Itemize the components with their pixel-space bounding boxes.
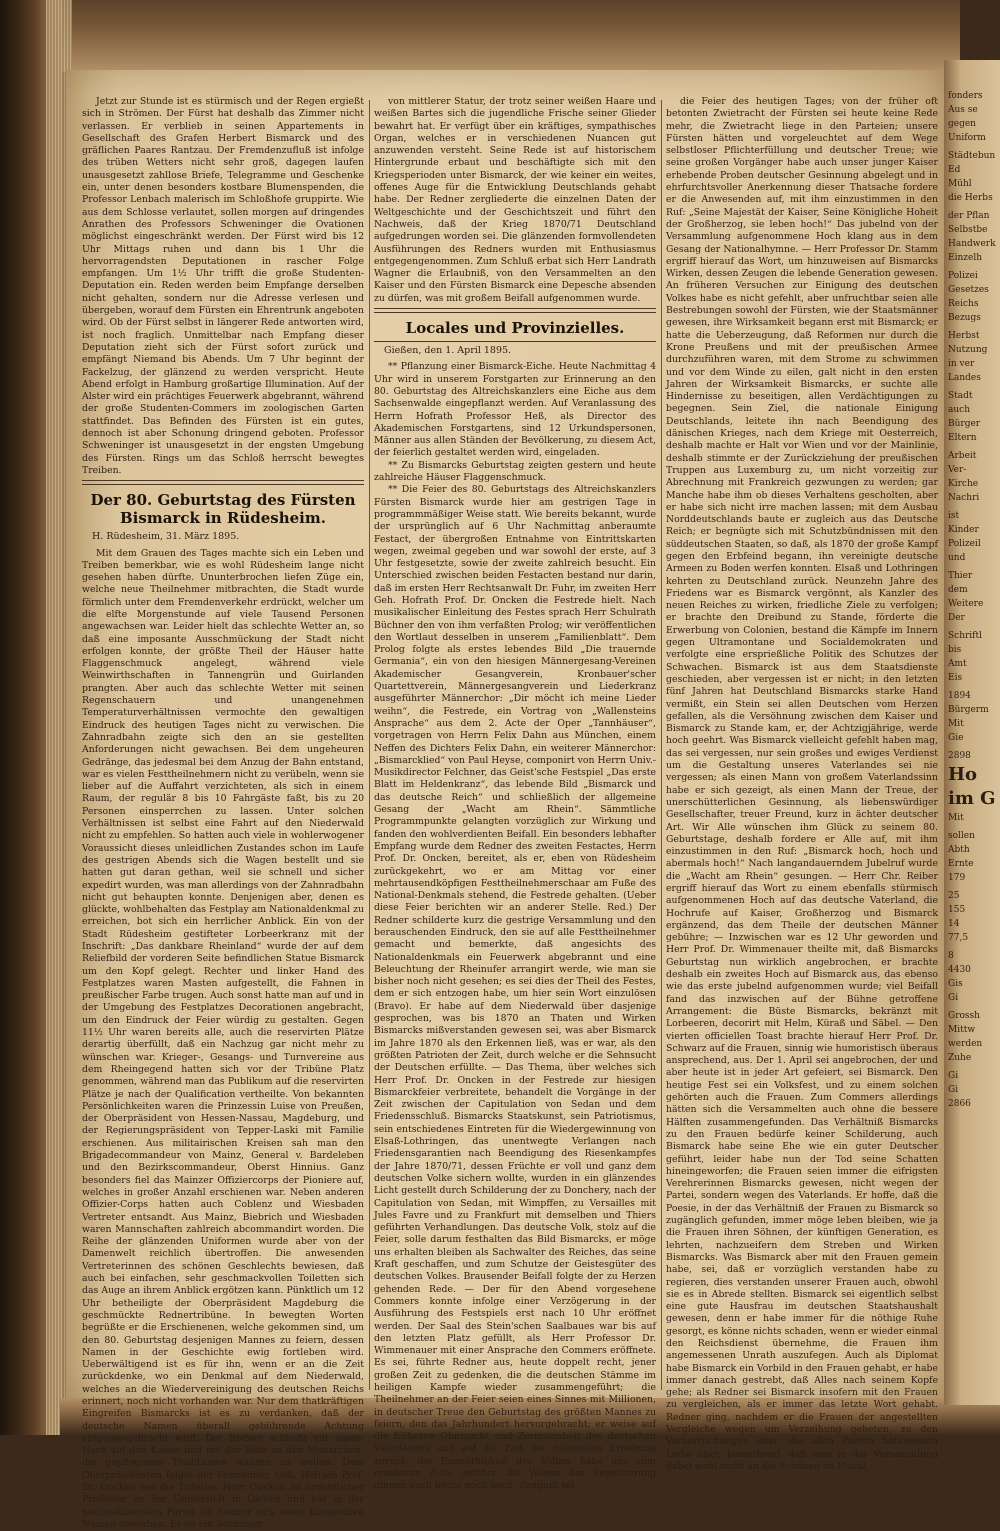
right-page-fragment: 179 (944, 872, 1000, 884)
news-item-flaggen: ** Zu Bismarcks Geburtstag zeigten gestern und heute zahlreiche Häuser Flaggenschmuck. (374, 460, 656, 485)
col1-intro-text: Jetzt zur Stunde ist es stürmisch und der Regen ergießt sich in Strömen. Der Fürst hat deshalb das Zimmer nicht verlassen. Er verblieb in seinen Appartements in Gesellschaft des Grafen Herbert Bismarck und des gräflichen Paares Rantzau. Der Fremdenzufluß ist infolge des trüben Wetters nicht sehr groß, dagegen laufen unausgesetzt zahllose Briefe, Telegramme und Geschenke ein, unter denen besonders kostbare Blumenspenden, die Professor Lenbach malerisch im Schloßhofe gruppirte. Wie aus dem Schlosse verlautet, sollen morgen auf dringendes Anrathen des Professors Schweninger die Ovationen möglichst eingeschränkt werden. Der Fürst wird bis 12 Uhr Mittags ruhen und dann bis 1 Uhr die hervorragendsten Deputationen in rascher Folge empfangen. Um 1½ Uhr trifft die große Studenten-Deputation ein. Reden werden beim Empfange derselben nicht gehalten, sondern nur die Adresse verlesen und übergeben, worauf dem Fürsten ein Ehrentrunk angeboten wird. Ob der Fürst selbst in längerer Rede antworten wird, ist noch fraglich. Unmittelbar nach Empfang dieser Deputation zieht sich der Fürst sofort zurück und empfängt Niemand bis Abends. Um 7 Uhr beginnt der Fackelzug, der glänzend zu werden verspricht. Heute Abend erfolgt in Hamburg großartige Illumination. Auf der Alster wird ein prächtiges Feuerwerk abgebrannt, während der große Studenten-Commers im zoologischen Garten stattfindet. Das Befinden des Fürsten ist ein gutes, dennoch ist aber Schonung dringend geboten. Professor Schweninger ist unausgesetzt in der engsten Umgebung des Fürsten. Rings um das Schloß herrscht bewegtes Treiben. (82, 96, 364, 477)
right-page-fragment: Gis (944, 978, 1000, 990)
right-page-fragment: ist (944, 510, 1000, 522)
right-page-fragment: Ver- (944, 464, 1000, 476)
right-page-fragment: 77,5 (944, 932, 1000, 944)
right-page-fragment: 14 (944, 918, 1000, 930)
column-1 (82, 96, 364, 1396)
right-page-fragment: 2866 (944, 1098, 1000, 1110)
right-page-fragment: Gie (944, 732, 1000, 744)
right-page-fragment: Gesetzes (944, 284, 1000, 296)
right-page-fragment: werden (944, 1038, 1000, 1050)
right-page-fragment: bis (944, 644, 1000, 656)
right-page-fragment: und (944, 552, 1000, 564)
right-page-fragment: in ver (944, 358, 1000, 370)
right-page-fragment: Ernte (944, 858, 1000, 870)
right-page-fragment: Gi (944, 1084, 1000, 1096)
right-page-fragment: Weitere (944, 598, 1000, 610)
news-item-eiche: ** Pflanzung einer Bismarck-Eiche. Heute Nachmittag 4 Uhr wird in unserem Forstgarten zur Erinnerung an den 80. Geburtstag des Altreichskanzlers eine Eiche aus dem Sachsenwalde eingepflanzt werden. Auf Veranlassung des Herrn Hofrath Professor Heß, als Director des Akademischen Forstgartens, sind 12 Urkundspersonen, Männer aus allen Ständen der Bevölkerung, zu diesem Act, der feierlich gestaltet werden wird, eingeladen. (374, 361, 656, 459)
column-rule-1 (369, 100, 370, 1390)
right-page-fragment: Handwerk (944, 238, 1000, 250)
right-page-fragment: im G (944, 788, 1000, 810)
right-page-fragment: Der (944, 612, 1000, 624)
right-page-fragment: sollen (944, 830, 1000, 842)
right-page-fragment: 2898 (944, 750, 1000, 762)
right-page-fragment: die Herbs (944, 192, 1000, 204)
section-divider (374, 308, 656, 313)
article-heading-bismarck: Der 80. Geburtstag des Fürsten Bismarck in Rüdesheim. (82, 491, 364, 527)
right-page-fragment: Mühl (944, 178, 1000, 190)
right-page-fragment: Zuhe (944, 1052, 1000, 1064)
adjacent-page-edge (944, 60, 1000, 1405)
right-page-fragment: Ed (944, 164, 1000, 176)
right-page-fragment: auch (944, 404, 1000, 416)
right-page-fragment: Abth (944, 844, 1000, 856)
right-page-fragment: Bürgerm (944, 704, 1000, 716)
right-page-fragment: Arbeit (944, 450, 1000, 462)
right-page-fragment: Mit (944, 718, 1000, 730)
right-page-fragment: Amt (944, 658, 1000, 670)
section-heading-locales: Locales und Provinzielles. (374, 319, 656, 337)
right-page-fragment: Kirche (944, 478, 1000, 490)
section-divider (82, 480, 364, 485)
book-top-edge (60, 0, 960, 72)
right-page-fragment: Schriftl (944, 630, 1000, 642)
right-page-fragment: Thier (944, 570, 1000, 582)
right-page-fragment: Aus se (944, 104, 1000, 116)
right-page-fragment: Ho (944, 764, 1000, 786)
right-page-fragment: Grossh (944, 1010, 1000, 1022)
right-page-fragment: Nachri (944, 492, 1000, 504)
section-dateline: Gießen, den 1. April 1895. (384, 345, 656, 357)
right-page-fragment: 4430 (944, 964, 1000, 976)
right-page-fragment: Landes (944, 372, 1000, 384)
right-page-fragment: Nutzung (944, 344, 1000, 356)
right-page-fragment: Reichs (944, 298, 1000, 310)
right-page-fragment: Kinder (944, 524, 1000, 536)
right-page-fragment: Bezugs (944, 312, 1000, 324)
article-dateline: H. Rüdesheim, 31. März 1895. (92, 531, 364, 543)
right-page-fragment: Herbst (944, 330, 1000, 342)
right-page-fragment: Eis (944, 672, 1000, 684)
right-page-fragment: der Pflan (944, 210, 1000, 222)
right-page-fragment: Gi (944, 1070, 1000, 1082)
column-rule-2 (661, 100, 662, 1390)
right-page-fragment: dem (944, 584, 1000, 596)
right-page-fragment: Uniform (944, 132, 1000, 144)
right-page-fragment: Selbstbe (944, 224, 1000, 236)
right-page-fragment: Stadt (944, 390, 1000, 402)
col1-body-text: Mit dem Grauen des Tages machte sich ein Leben und Treiben bemerkbar, wie es wohl Rüdesheim lange nicht gesehen haben dürfte. Ununterbrochen liefen Züge ein, welche neue Theilnehmer mitbrachten, die Stadt wurde förmlich unter dem Fremdenverkehr erdrückt, welcher um die elfte Morgenstunde auf viele Tausend Personen angewachsen war. Leider hielt das schlechte Wetter an, so daß eine imposante Ausschmückung der Stadt nicht erfolgen konnte, der größte Theil der Häuser hatte Flaggenschmuck angelegt, während viele Weinwirthschaften in Tannengrün und Guirlanden prangten. Aber auch das schlechte Wetter mit seinen Regenschauern und unangenehmen Temperaturverhältnissen vermochte den gewaltigen Eindruck des heutigen Tages nicht zu verwischen. Die Zahnradbahn zeigte sich den an sie gestellten Anforderungen nicht gewachsen. Bei dem ungeheuren Gedränge, das jedesmal bei dem Anzug der Bahn entstand, war es vielen Festtheilnehmern nicht zu verübeln, wenn sie lieber auf die Auffahrt verzichteten, als sich in einem Raum, der regulär 8 bis 10 Fahrgäste faßt, bis zu 20 Personen einsperrchen zu lassen. Unter solchen Verhältnissen ist selbst eine Fahrt auf den Niederwald nicht zu empfehlen. So hatten auch viele in wohlerwogener Voraussicht dieses unleidlichen Zustandes schon im Laufe des gestrigen Abends sich die Wagen bestellt und sie hatten gut daran gethan, weil sie schnell und sicher expedirt wurden, was man allerdings von der Zahnradbahn nicht gut behaupten konnte. Denjenigen aber, denen es glückte, wohlbehalten das Festplay am Nationaldenkmal zu erreichen, bot sich ein herrlicher Anblick. Ein von der Stadt Rüdesheim gestifteter Lorbeerkranz mit der Inschrift: „Das dankbare Rheinland“ wurde der auf dem Reliefbild der vorderen Seite befindlichen Statue Bismarck um den Kopf gelegt. Rechter und linker Hand des Festplatzes waren Masten aufgestellt, die Fahnen in preußischer Farbe trugen. Auch sonst hatte man auf und in der Umgebung des Festplatzes Decorationen angebracht, um den Eindruck der Feier würdig zu gestalten. Gegen 11½ Uhr waren bereits alle, auch die reservirten Plätze derartig überfüllt, daß ein Nachzug gar nicht mehr zu wünschen war. Krieger-, Gesangs- und Turnvereine aus dem Rheingegend hatten sich vor der Tribüne Platz genommen, während man das Publikum auf die reservirten Plätze je nach der Qualification vertheilte. Von bekannten Persönlichkeiten waren die Prinzessin Luise von Preußen, der Oberpräsident von Hessen-Nassau, Magdeburg, und der Regierungspräsident von Tepper-Laski mit Familie erschienen. Aus militairischen Kreisen sah man den Brigadecommandeur von Mainz, General v. Bardeleben und den Bezirkscommandeur, Oberst Hinnius. Ganz besonders fiel das Mainzer Offiziercorps der Pioniere auf, welches in großer Anzahl erschienen war. Neben anderen Offizier-Corps hatten auch Coblenz und Wiesbaden Vertreter entsandt. Aus Mainz, Biebrich und Wiesbaden waren Mannschaften zahlreich abcommandirt worden. Die Reihe der glänzenden Uniformen wurde aber von der Damenwelt reichlich übertroffen. Die anwesenden Vertreterinnen des schönen Geschlechts bewiesen, daß auch bei einfachen, sehr geschmackvollen Toiletten sich das Auge an ihrem Anblick ergötzen kann. Pünktlich um 12 Uhr betheiligte der Oberpräsident Magdeburg die geschmückte Rednertribüne. In bewegten Worten begrüßte er die Erschienenen, welche gekommen sind, um den 80. Geburtstag desjenigen Mannes zu feiern, dessen Namen in der Geschichte ewig fortleben wird. Ueberwältigend ist es für ihn, wenn er an die Zeit zurückdenke, wo ein Denkmal auf dem Niederwald, welches an die Wiedervereinigung des deutschen Reichs erinnert, noch nicht vorhanden war. Nur dem thatkräftigen Eingreifen Bismarcks ist es zu verdanken, daß der deutsche Namen überall gebührende Achtung entgegengebracht wird. Der Redner schließt mit einem Hoch auf den Kaiser und mit der Bitte an den Monarchen, die gepflogenen Traditionen wahren zu wollen. Dem Oberpräsidenten folgte der Festredner, Geh. Hofrath Prof. Dr. Oncken auf die Tribüne. Herr Oncken ist ordentlicher Professor an der Universität in Gießen und hat in der nationalliberalen Partei als Redner sich einen klangvollen Namen erworben. Er ist ein Sechziger (82, 548, 364, 1531)
right-page-fragment: Mittw (944, 1024, 1000, 1036)
right-page-fragment: Polizeil (944, 538, 1000, 550)
news-item-feier: ** Die Feier des 80. Geburtstags des Altreichskanzlers Fürsten Bismarck wurde hier am gestrigen Tage in programmmäßiger Weise statt. Wie bereits bekannt, wurde der ursprünglich auf 6 Uhr Nachmittag anberaumte Festact, der übergroßen Entnahme von Eintrittskarten wegen, zweimal gegeben und war sowohl der erste, auf 3 Uhr festgesetzte, sowie der zweite zahlreich besucht. Ein Unterschied zwischen beiden Festacten bestand nur darin, daß im ersten Herr Rechtsanwalt Dr. Fuhr, im zweiten Herr Geh. Hofrath Prof. Dr. Oncken die Festrede hielt. Nach musikalischer Einleitung des Festes sprach Herr Schulrath Büchner den von ihm verfaßten Prolog; wir veröffentlichen den Wortlaut desselben in unserem „Familienblatt“. Dem Prolog folgte als erstes lebendes Bild „Die trauernde Germania“, ein von den hiesigen Männergesang-Vereinen Akademischer Gesangverein, Kronbauer'scher Quartettverein, Männergesangverein und Liederkranz ausgeführter Männerchor: „Dir möcht ich meine Lieder weihn“, die Festrede, ein Vortrag von „Wallensteins Ansprache“ aus dem 2. Acte der Oper „Tannhäuser“, vorgetragen von Herrn Felix Dahn aus München, einem Neffen des Dichters Felix Dahn, ein weiterer Männerchor: „Bismarcklied“ von Paul Heyse, componirt von Herrn Univ.-Musikdirector Felchner, das Geist'sche Festspiel „Das erste Blatt im Heldenkranz“, das lebende Bild „Bismarck und das deutsche Reich“ und schließlich der allgemeine Gesang der „Wacht am Rhein“. Sämmtliche Programmpunkte gelangten vorzüglich zur Wirkung und fanden den wohlverdienten Beifall. Ein besonders lebhafter Empfang wurde dem Redner des zweiten Festactes, Herrn Prof. Dr. Oncken, bereitet, als er, eben von Rüdesheim zurückgekehrt, wo er am Mittag vor einer mehrtausendköpfigen Festtheilnehmerschaar am Fuße des National-Denkmals stehend, die Festrede gehalten. (Ueber diese Feier berichten wir an anderer Stelle. Red.) Der Redner schilderte kurz die gestrige Versammlung und den berauschenden Eindruck, den sie auf alle Festtheilnehmer gemacht und bemerkte, daß angesichts des Nationaldenkmals ein Feuerwerk abgebrannt und eine Beleuchtung der Rheinufer arrangirt werde, wie man sie bisher noch nicht gesehen; es sei dies der Theil des Festes, dem er sich entzogen habe, um hier sein Wort einzulösen (Bravo). Er habe auf dem Niederwald über dasjenige gesprochen, was bis 1870 an Thaten und Wirken Bismarcks mißverstanden gewesen sei, was aber Bismarck im Jahre 1870 als den Erkennen ließ, was er war, als den größten Patrioten der Zeit, durch welche er die Sehnsucht der Deutschen erfüllte. — Das Thema, über welches sich Herr Prof. Dr. Oncken in der Festrede zur hiesigen Bismarckfeier verbreitete, behandelt die Vorgänge in der Zeit zwischen der Capitulation von Sedan und dem Friedensschluß. Bismarcks Staatskunst, sein Patriotismus, sein entschiedenes Eintreten für die Wiedergewinnung von Elsaß-Lothringen, das unentwegte Verlangen nach Friedensgarantien nach Beendigung des Riesenkampfes der Jahre 1870/71, dessen Früchte er voll und ganz dem deutschen Volke sichern wollte, wurden in ein glänzendes Licht gestellt durch Schilderung der zu Donchery, nach der Capitulation von Sedan, mit Wimpffen, zu Versailles mit Jules Favre und zu Frankfurt mit demselben und Thiers geführten Verhandlungen. Das deutsche Volk, stolz auf die Feier, solle darum festhalten das Bild Bismarcks, er möge uns erhalten bleiben als Sachwalter des Reiches, das seine Kraft geschaffen, und zum Schutze der Geistesgüter des deutschen Volkes. Brausender Beifall folgte der zu Herzen gehenden Rede. — Der für den Abend vorgesehene Commers konnte infolge einer Verzögerung in der Ausführung des Festspiels erst nach 10 Uhr eröffnet werden. Der Saal des Stein'schen Saalbaues war bis auf den letzten Platz gefüllt, als Herr Professor Dr. Wimmenauer mit einer Ansprache den Commers eröffnete. Es sei, führte Redner aus, heute doppelt recht, jener großen Zeit zu gedenken, die die deutschen Stämme im heiligen Kampfe wieder zusammengeführt; die Theilnehmer an der Feier seien eines Sinnes mit Millionen, in deutscher Treue den Geburtstag des größten Mannes zu feiern, den das Jahrhundert hervorgebracht; er weise auf die früheren Ohnmacht und Zerrissenheit des deutschen Vaterlandes und auf die Zeit der nationalen Erhebung zurück; die Einmüthigkeit des Volkes habe uns zum ersehnten Ziele geführt, die Wogen der Begeisterung gingen auch heute noch hoch, Zeugniß sei (374, 484, 656, 1492)
right-page-fragment: Einzelh (944, 252, 1000, 264)
col2-intro-text: von mittlerer Statur, der trotz seiner weißen Haare und weißen Bartes sich die jugendliche Frische seiner Glieder bewahrt hat. Er verfügt über ein kräftiges, sympathisches Organ, welches er in verschiedenen Nuancen gut anzuwenden versteht. Seine Rede ist auf historischem Hintergrunde erbaut und beschäftigte sich mit den Kriegsperioden unter Bismarck, der wie keiner ein weites, offenes Auge für die Entwicklung Deutschlands gehabt habe. Der Redner zergliederte die einzelnen Daten der Weltgeschichte und der Geschichtszeit und führt den Nachweis, daß der Krieg 1870/71 Deutschland aufgedrungen worden sei. Die glänzenden formvollendeten Ausführungen des Redners wurden mit Enthusiasmus entgegengenommen. Zum Schluß erbat sich Herr Landrath Wagner die Erlaubniß, von den Versammelten an den Kaiser und den Fürsten Bismarck eine Depesche absenden zu dürfen, was mit großem Beifall aufgenommen wurde. (374, 96, 656, 305)
right-page-fragment: Städtebun (944, 150, 1000, 162)
right-page-fragment: 8 (944, 950, 1000, 962)
column-2 (374, 96, 656, 1396)
right-page-fragment: gegen (944, 118, 1000, 130)
right-page-fragment: 155 (944, 904, 1000, 916)
heading-rule (374, 341, 656, 342)
right-page-fragment: Gi (944, 992, 1000, 1004)
right-page-fragment: Eltern (944, 432, 1000, 444)
right-page-fragment: Mit (944, 812, 1000, 824)
right-page-fragment: 1894 (944, 690, 1000, 702)
right-page-fragment: fonders (944, 90, 1000, 102)
right-page-fragment: Polizei (944, 270, 1000, 282)
column-3 (666, 96, 938, 1396)
col3-body-text: die Feier des heutigen Tages; von der früher oft betonten Zwietracht der Fürsten sei heute keine Rede mehr, die Zwietracht liege in den Parteien; unsere Fürsten hätten und vorgeleuchtet auf dem Wege selbstloser Pflichterfüllung und deutscher Treue; wie seine großen Vorgänger habe auch unser junger Kaiser erhebende Proben deutscher Gesinnung abgelegt und in ehrfurchtsvoller Anerkennung dieser Thatsache fordere er die Anwesenden auf, mit ihm einzustimmen in den Ruf: „Seine Majestät der Kaiser, Seine Königliche Hoheit der Großherzog, sie leben hoch!“ Das jubelnd von der Versammlung aufgenommene Hoch klang aus in dem Gesang der Nationalhymne. — Herr Professor Dr. Stamm ergriff hierauf das Wort, um hinzuweisen auf Bismarcks Wirken, dessen Zeugen die lebende Generation gewesen. An früheren Versuchen zur Einigung des deutschen Volkes habe es nicht gefehlt, aber unfruchtbar seien alle Bestrebungen sowohl der Fürsten, wie der Staatsmänner gewesen, ihre Wirksamkeit begann erst mit Bismarck; er hatte die Ueberzeugung, daß Reformen nur durch die Krone Preußens und mit der preußischen Armee durchzuführen waren, mit dem Strome zu schwimmen und vor dem Winde zu eilen, galt nicht in den ersten Jahren der Wirksamkeit Bismarcks, er suchte alle Hindernisse zu beseitigen, allen Verdächtigungen zu begegnen. Sein Ziel, die nationale Einigung Deutschlands, leitete ihn nach Beendigung des dänischen Krieges, nach dem Kriege mit Oesterreich, deshalb machte er Halt vor Wien und vor der Mainlinie, deshalb stimmte er der Zurückziehung der preußischen Truppen aus Luxemburg zu, um nicht vorzeitig zur Abrechnung mit Frankreich gezwungen zu werden; gar Manche habe ihm ob dieses Verhaltens gescholten, aber er habe sich nicht irre machen lassen; mit dem Ausbau Norddeutschlands baute er zugleich aus das Deutsche Reich; er begnügte sich mit Schutzbündnissen mit den süddeutschen Staaten, so daß, als 1870 der große Kampf gegen den Erbfeind begann, ihn vereinigte deutsche Armeen zu Boden werfen konnten. Elsaß und Lothringen kehrten zu Deutschland zurück. Neunzehn Jahre des Friedens war es Bismarck vergönnt, als Kanzler des neuen Reiches zu wirken, friedliche Ziele zu verfolgen; er brachte den Dreibund zu Stande, förderte die Erwerbung von Colonien, bestand die Kämpfe im Innern gegen Ultramontane und Socialdemokraten und verfolgte eine ersprießliche Politik des Schutzes der Schwachen. Bismarck ist aus dem Staatsdienste geschieden, aber vergessen ist er nicht; in den letzten fünf Jahren hat Deutschland Bismarcks starke Hand vermißt, ein Stein sei allen Deutschen vom Herzen gefallen, als die Versöhnung zwischen dem Kaiser und Bismarck zu Stande kam, er, der Achtzigjährige, werde hoch geehrt. Was Bismarck vielleicht gefehlt haben mag, das sei vergessen, nur sein großes und ewiges Verdienst um die Gestaltung unseres Vaterlandes sei nie vergessen; als einen Mann von großem Vaterlandssinn habe er sich gezeigt, als einen Mann der Treue, der unerschütterlichen Gesinnung, als liebenswürdiger Gesellschafter, treuer Freund, kurz in ächter deutscher Art. Wir Alle wünschen ihm Glück zu seinem 80. Geburtstage, deshalb fordere er Alle auf, mit ihm einzustimmen in den Ruf: „Bismarck hoch, hoch und abermals hoch!“ Nach langandauerndem Jubelruf wurde die „Wacht am Rhein“ gesungen. — Herr Chr. Reiber ergriff hierauf das Wort zu einem ebenfalls stürmisch aufgenommenen Hoch auf das deutsche Vaterland, die Hochrufe auf Kaiser, Großherzog und Bismarck ergänzend, das dem Theile der deutschen Männer gebühre; — Inzwischen war es 12 Uhr geworden und Herr Prof. Dr. Wimmenauer theilte mit, daß Bismarcks Geburtstag nun wirklich angebrochen, er brachte deshalb ein zweites Hoch auf Bismarck aus, das ebenso wie das erste jubelnd aufgenommen wurde; viel Beifall fand das inzwischen auf der Bühne getroffene Arrangement: die Büste Bismarcks, bekränzt mit Lorbeeren, decorirt mit Helm, Küraß und Säbel. — Den vierten officiellen Toast brachte hierauf Herr Prof. Dr. Schwarz auf die Frauen, sinnig wie humoristisch überaus ansprechend, aus. Der 1. April sei angebrochen, der und aber heute ist in jeder Art gefeiert, sei Bismarck. Den heutige Fest sei ein Volksfest, und zu einem solchen gehörten auch die Frauen. Zum Commers allerdings hätten sich die Versammelten auch ohne die bessere Hälften zusammengefunden. Das Verhältniß Bismarcks zu den Frauen bedürfe keiner Schilderung, auch Bismarck habe seine Ehe wie ein guter Deutscher geführt, leider habe nun der Tod seine Schatten hineingeworfen; die Frauen seien immer die eifrigsten Verehrerinnen Bismarcks gewesen, nicht wegen der Partei, sondern wegen des Vaterlands. Er hoffe, daß die Poesie, in der das Verhältniß der Frauen zu Bismarck so zugänglich gefunden, immer möge leben bleiben, wie ja die Frauen ihren Söhnen, der künftigen Generation, es lehrten, nachzueifern dem Streben und Wirken Bismarcks. Was Bismarck aber mit den Frauen gemein habe, sei, daß er vorzüglich verstanden habe zu regieren, dies verstanden unserer Frauen auch, obwohl sie es in Abrede stellten. Bismarck sei eigentlich selbst eine gute Hausfrau im deutschen Staatshaushalt gewesen, denn er habe immer für die nöthige Ruhe gesorgt, es könne nichts schaden, wenn er wieder einmal den Reichsdienst übernehme, die Frauen ihm angemessenen Unrath auszufegen. Auch als Diplomat habe Bismarck ein Vorbild in den Frauen gehabt, er habe immer danach gestrebt, daß Alles nach seinem Kopfe gehe; als Redner sei Bismarck insofern mit den Frauen zu vergleichen, als er immer das letzte Wort gehabt. Redner ging, nachdem er die Frauen der angestellten Vergleiche wegen um Verzeihung gebeten, zu den Verherrlichungen über, die allen Poeten befungenen Liebe über, bemerkend, daß man in der Versammlung dabei wohl nicht an die Schönen im Plural, (666, 96, 938, 1473)
right-page-fragment: 25 (944, 890, 1000, 902)
right-page-fragment: Bürger (944, 418, 1000, 430)
